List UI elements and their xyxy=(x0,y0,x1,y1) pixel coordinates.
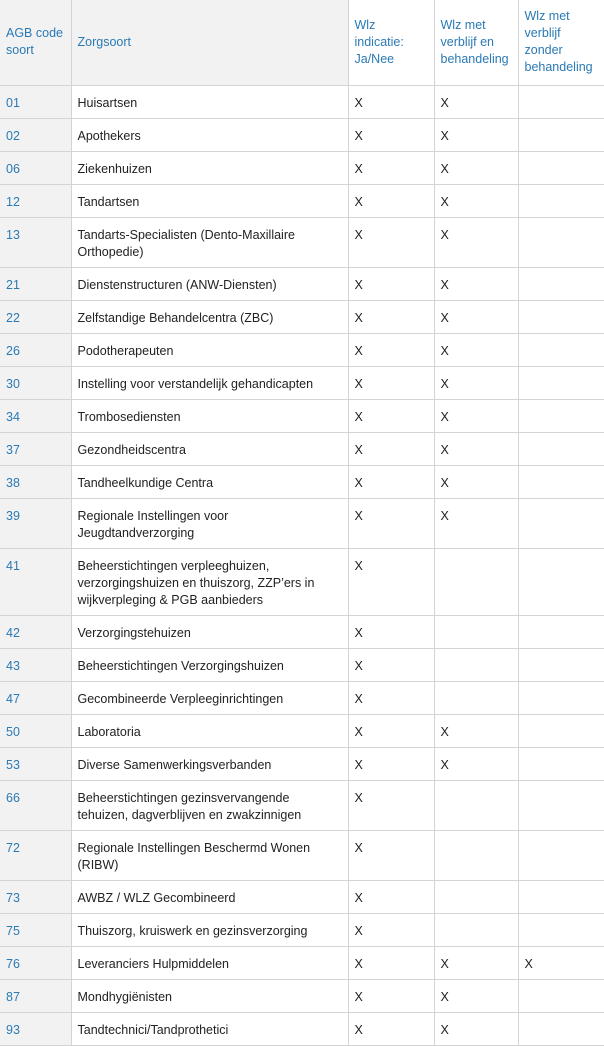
wlz-indicatie-mark: X xyxy=(348,85,434,118)
header-wlz-met-behandeling: Wlz met verblijf en behandeling xyxy=(434,0,518,85)
zorgsoort-name: Apothekers xyxy=(71,118,348,151)
zorgsoort-name: Gecombineerde Verpleeginrichtingen xyxy=(71,681,348,714)
wlz-zonder-behandeling-mark xyxy=(518,681,604,714)
header-wlz-indicatie: Wlz indicatie: Ja/Nee xyxy=(348,0,434,85)
wlz-zonder-behandeling-mark xyxy=(518,498,604,548)
zorgsoort-name: Beheerstichtingen Verzorgingshuizen xyxy=(71,648,348,681)
wlz-indicatie-mark: X xyxy=(348,333,434,366)
wlz-met-behandeling-mark: X xyxy=(434,747,518,780)
agb-code[interactable]: 37 xyxy=(0,432,71,465)
agb-code[interactable]: 42 xyxy=(0,615,71,648)
header-zorgsoort: Zorgsoort xyxy=(71,0,348,85)
table-row xyxy=(0,85,604,118)
table-row xyxy=(0,300,604,333)
agb-code[interactable]: 34 xyxy=(0,399,71,432)
wlz-indicatie-mark: X xyxy=(348,217,434,267)
table-row xyxy=(0,498,604,548)
table-row xyxy=(0,267,604,300)
wlz-met-behandeling-mark: X xyxy=(434,300,518,333)
wlz-zonder-behandeling-mark xyxy=(518,267,604,300)
wlz-met-behandeling-mark: X xyxy=(434,366,518,399)
agb-code[interactable]: 73 xyxy=(0,880,71,913)
wlz-indicatie-mark: X xyxy=(348,267,434,300)
wlz-zonder-behandeling-mark xyxy=(518,300,604,333)
zorgsoort-name: Leveranciers Hulpmiddelen xyxy=(71,946,348,979)
wlz-zonder-behandeling-mark xyxy=(518,548,604,615)
table-row xyxy=(0,399,604,432)
wlz-indicatie-mark: X xyxy=(348,399,434,432)
table-row xyxy=(0,184,604,217)
wlz-zonder-behandeling-mark xyxy=(518,399,604,432)
wlz-met-behandeling-mark: X xyxy=(434,979,518,1012)
agb-code[interactable]: 41 xyxy=(0,548,71,615)
agb-code[interactable]: 53 xyxy=(0,747,71,780)
zorgsoort-name: Regionale Instellingen Beschermd Wonen (RIBW) xyxy=(71,830,348,880)
agb-code[interactable]: 93 xyxy=(0,1012,71,1045)
zorgsoort-name: AWBZ / WLZ Gecombineerd xyxy=(71,880,348,913)
agb-code[interactable]: 47 xyxy=(0,681,71,714)
wlz-met-behandeling-mark: X xyxy=(434,118,518,151)
wlz-zonder-behandeling-mark xyxy=(518,913,604,946)
wlz-met-behandeling-mark xyxy=(434,648,518,681)
agb-code[interactable]: 30 xyxy=(0,366,71,399)
agb-code[interactable]: 87 xyxy=(0,979,71,1012)
wlz-met-behandeling-mark: X xyxy=(434,151,518,184)
zorgsoort-name: Tandarts-Specialisten (Dento-Maxillaire Orthopedie) xyxy=(71,217,348,267)
wlz-zonder-behandeling-mark xyxy=(518,151,604,184)
agb-code[interactable]: 01 xyxy=(0,85,71,118)
wlz-zonder-behandeling-mark xyxy=(518,615,604,648)
wlz-zonder-behandeling-mark xyxy=(518,1012,604,1045)
agb-code[interactable]: 13 xyxy=(0,217,71,267)
table-row xyxy=(0,465,604,498)
wlz-indicatie-mark: X xyxy=(348,151,434,184)
wlz-zonder-behandeling-mark: X xyxy=(518,946,604,979)
zorgsoort-name: Huisartsen xyxy=(71,85,348,118)
wlz-zonder-behandeling-mark xyxy=(518,366,604,399)
wlz-zonder-behandeling-mark xyxy=(518,714,604,747)
wlz-met-behandeling-mark xyxy=(434,780,518,830)
wlz-indicatie-mark: X xyxy=(348,1012,434,1045)
wlz-indicatie-mark: X xyxy=(348,681,434,714)
table-row xyxy=(0,615,604,648)
zorgsoort-name: Dienstenstructuren (ANW-Diensten) xyxy=(71,267,348,300)
table-row xyxy=(0,913,604,946)
table-row xyxy=(0,681,604,714)
wlz-indicatie-mark: X xyxy=(348,465,434,498)
wlz-met-behandeling-mark: X xyxy=(434,465,518,498)
zorgsoort-name: Beheerstichtingen verpleeghuizen, verzorgingshuizen en thuiszorg, ZZP’ers in wijkverpleging & PGB aanbieders xyxy=(71,548,348,615)
table-row xyxy=(0,979,604,1012)
wlz-zonder-behandeling-mark xyxy=(518,465,604,498)
wlz-indicatie-mark: X xyxy=(348,498,434,548)
zorgsoort-name: Mondhygiënisten xyxy=(71,979,348,1012)
wlz-met-behandeling-mark: X xyxy=(434,946,518,979)
zorgsoort-name: Tandtechnici/Tandprothetici xyxy=(71,1012,348,1045)
table-row xyxy=(0,946,604,979)
wlz-met-behandeling-mark xyxy=(434,548,518,615)
table-row xyxy=(0,151,604,184)
agb-code[interactable]: 26 xyxy=(0,333,71,366)
agb-code[interactable]: 66 xyxy=(0,780,71,830)
zorgsoort-name: Thuiszorg, kruiswerk en gezinsverzorging xyxy=(71,913,348,946)
header-wlz-zonder-behandeling: Wlz met verblijf zonder behandeling xyxy=(518,0,604,85)
agb-code[interactable]: 02 xyxy=(0,118,71,151)
wlz-indicatie-mark: X xyxy=(348,780,434,830)
wlz-zonder-behandeling-mark xyxy=(518,432,604,465)
wlz-zonder-behandeling-mark xyxy=(518,830,604,880)
wlz-indicatie-mark: X xyxy=(348,548,434,615)
wlz-indicatie-mark: X xyxy=(348,118,434,151)
wlz-met-behandeling-mark xyxy=(434,830,518,880)
agb-code[interactable]: 06 xyxy=(0,151,71,184)
zorgsoort-name: Tandheelkundige Centra xyxy=(71,465,348,498)
wlz-zonder-behandeling-mark xyxy=(518,648,604,681)
agb-code[interactable]: 39 xyxy=(0,498,71,548)
wlz-met-behandeling-mark: X xyxy=(434,432,518,465)
agb-code[interactable]: 38 xyxy=(0,465,71,498)
zorgsoort-name: Instelling voor verstandelijk gehandicapten xyxy=(71,366,348,399)
wlz-zonder-behandeling-mark xyxy=(518,880,604,913)
agb-code[interactable]: 76 xyxy=(0,946,71,979)
wlz-met-behandeling-mark: X xyxy=(434,267,518,300)
zorgsoort-name: Tandartsen xyxy=(71,184,348,217)
wlz-indicatie-mark: X xyxy=(348,979,434,1012)
wlz-indicatie-mark: X xyxy=(348,714,434,747)
wlz-indicatie-mark: X xyxy=(348,184,434,217)
table-row xyxy=(0,366,604,399)
table-row xyxy=(0,548,604,615)
zorgsoort-name: Regionale Instellingen voor Jeugdtandverzorging xyxy=(71,498,348,548)
wlz-met-behandeling-mark xyxy=(434,681,518,714)
table-row xyxy=(0,333,604,366)
zorgsoort-name: Beheerstichtingen gezinsvervangende tehuizen, dagverblijven en zwakzinnigen xyxy=(71,780,348,830)
wlz-met-behandeling-mark: X xyxy=(434,333,518,366)
table-row xyxy=(0,714,604,747)
wlz-indicatie-mark: X xyxy=(348,747,434,780)
wlz-met-behandeling-mark: X xyxy=(434,217,518,267)
wlz-met-behandeling-mark: X xyxy=(434,714,518,747)
wlz-met-behandeling-mark: X xyxy=(434,498,518,548)
wlz-met-behandeling-mark: X xyxy=(434,399,518,432)
agb-code[interactable]: 22 xyxy=(0,300,71,333)
wlz-zonder-behandeling-mark xyxy=(518,217,604,267)
table-row xyxy=(0,118,604,151)
table-row xyxy=(0,432,604,465)
wlz-indicatie-mark: X xyxy=(348,946,434,979)
wlz-indicatie-mark: X xyxy=(348,615,434,648)
agb-code[interactable]: 43 xyxy=(0,648,71,681)
zorgsoort-name: Diverse Samenwerkingsverbanden xyxy=(71,747,348,780)
wlz-met-behandeling-mark: X xyxy=(434,85,518,118)
agb-code[interactable]: 12 xyxy=(0,184,71,217)
wlz-zonder-behandeling-mark xyxy=(518,979,604,1012)
wlz-zonder-behandeling-mark xyxy=(518,333,604,366)
zorgsoort-name: Laboratoria xyxy=(71,714,348,747)
zorgsoort-name: Trombosediensten xyxy=(71,399,348,432)
table-row xyxy=(0,880,604,913)
wlz-met-behandeling-mark: X xyxy=(434,184,518,217)
wlz-met-behandeling-mark xyxy=(434,880,518,913)
agb-code[interactable]: 75 xyxy=(0,913,71,946)
wlz-indicatie-mark: X xyxy=(348,432,434,465)
wlz-indicatie-mark: X xyxy=(348,366,434,399)
wlz-zonder-behandeling-mark xyxy=(518,85,604,118)
wlz-zonder-behandeling-mark xyxy=(518,184,604,217)
wlz-zonder-behandeling-mark xyxy=(518,780,604,830)
wlz-indicatie-mark: X xyxy=(348,880,434,913)
agb-code[interactable]: 21 xyxy=(0,267,71,300)
wlz-indicatie-mark: X xyxy=(348,830,434,880)
zorgsoort-name: Gezondheidscentra xyxy=(71,432,348,465)
wlz-indicatie-mark: X xyxy=(348,648,434,681)
header-row xyxy=(0,0,604,85)
table-row xyxy=(0,747,604,780)
wlz-zonder-behandeling-mark xyxy=(518,747,604,780)
agb-code[interactable]: 50 xyxy=(0,714,71,747)
table-row xyxy=(0,780,604,830)
zorgsoort-name: Zelfstandige Behandelcentra (ZBC) xyxy=(71,300,348,333)
table-row xyxy=(0,830,604,880)
table-row xyxy=(0,217,604,267)
wlz-met-behandeling-mark xyxy=(434,615,518,648)
table-row xyxy=(0,648,604,681)
wlz-indicatie-mark: X xyxy=(348,913,434,946)
zorgsoort-name: Verzorgingstehuizen xyxy=(71,615,348,648)
zorgsoort-name: Ziekenhuizen xyxy=(71,151,348,184)
header-code: AGB code soort xyxy=(0,0,71,85)
wlz-met-behandeling-mark xyxy=(434,913,518,946)
wlz-met-behandeling-mark: X xyxy=(434,1012,518,1045)
table-row xyxy=(0,1012,604,1045)
wlz-zonder-behandeling-mark xyxy=(518,118,604,151)
agb-code[interactable]: 72 xyxy=(0,830,71,880)
wlz-indicatie-mark: X xyxy=(348,300,434,333)
zorgsoort-name: Podotherapeuten xyxy=(71,333,348,366)
